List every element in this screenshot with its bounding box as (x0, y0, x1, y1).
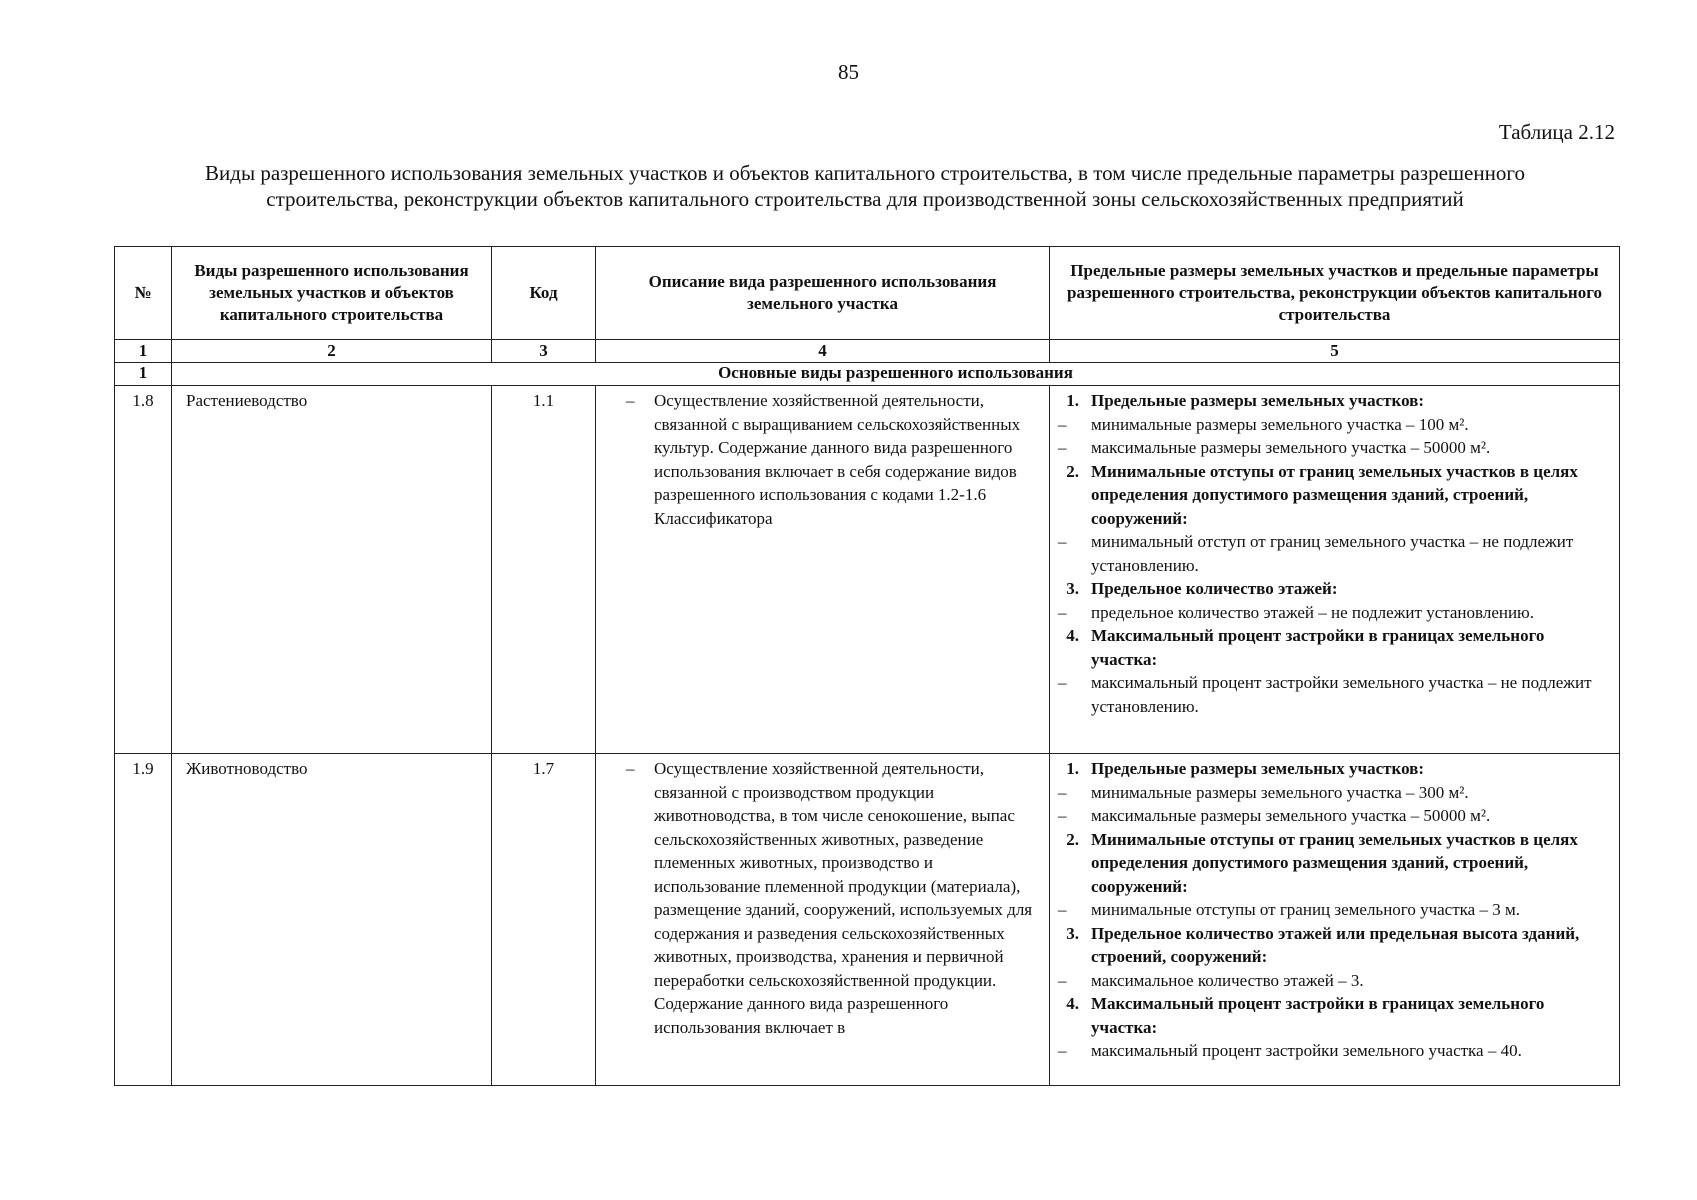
header-description: Описание вида разрешенного использования земельного участка (596, 247, 1050, 340)
table-row (115, 754, 1620, 1086)
table-caption: Виды разрешенного использования земельных участков и объектов капитального строительства, в том числе предельные параметры разрешенного строительства, реконструкции объектов капитального строительства для производственной зоны сельскохозяйственных предприятий (205, 161, 1525, 211)
param-heading: 2. Минимальные отступы от границ земельных участков в целях определения допустимого размещения зданий, строений, сооружений: (1066, 461, 1578, 528)
row-number: 1.8 (115, 386, 172, 754)
row-parameters (1050, 754, 1620, 1086)
row-code: 1.7 (492, 754, 596, 1086)
description-text: Осуществление хозяйственной деятельности, связанной с производством продукции животноводства, в том числе сенокошение, выпас сельскохозяйственных животных, разведение племенных животных, производство и использование племенной продукции (материала), размещение зданий, сооружений, используемых для содержания и разведения сельскохозяйственных животных, производства, хранения и первичной переработки сельскохозяйственной продукции. Содержание данного вида разрешенного использования включает в (654, 759, 1033, 1037)
row-parameters (1050, 386, 1620, 754)
header-row (115, 247, 1620, 340)
param-item: – максимальное количество этажей – 3. (1058, 970, 1364, 990)
section-number: 1 (115, 363, 172, 386)
param-item: – минимальные размеры земельного участка – 100 м². (1058, 414, 1469, 434)
section-row (115, 363, 1620, 386)
page-number: 85 (838, 60, 859, 84)
column-number: 1 (115, 340, 172, 363)
param-item: – максимальный процент застройки земельного участка – 40. (1058, 1041, 1522, 1060)
param-item: – минимальные отступы от границ земельного участка – 3 м. (1058, 900, 1520, 919)
param-heading: 2. Минимальные отступы от границ земельных участков в целях определения допустимого размещения зданий, строений, сооружений: (1066, 829, 1578, 896)
table-row (115, 386, 1620, 754)
column-number: 2 (172, 340, 492, 363)
header-limits: Предельные размеры земельных участков и предельные параметры разрешенного строительства, реконструкции объектов капитального строительства (1050, 247, 1620, 340)
param-item: – максимальные размеры земельного участка – 50000 м². (1058, 438, 1491, 457)
param-item: – минимальный отступ от границ земельного участка – не подлежит установлению. (1058, 532, 1574, 575)
dash-marker: – (626, 759, 635, 778)
param-heading: 1. Предельные размеры земельных участков: (1066, 759, 1425, 778)
row-code: 1.1 (492, 386, 596, 754)
table-number: Таблица 2.12 (1498, 120, 1615, 144)
column-number: 4 (596, 340, 1050, 363)
param-item: – минимальные размеры земельного участка – 300 м². (1058, 782, 1469, 802)
param-heading: 4. Максимальный процент застройки в границах земельного участка: (1066, 994, 1545, 1037)
param-item: – максимальные размеры земельного участка – 50000 м². (1058, 806, 1491, 825)
param-item: – предельное количество этажей – не подлежит установлению. (1058, 602, 1535, 622)
param-heading: 3. Предельное количество этажей или предельная высота зданий, строений, сооружений: (1066, 923, 1580, 966)
row-description (596, 386, 1050, 754)
param-heading: 3. Предельное количество этажей: (1066, 579, 1338, 598)
row-use-type: Животноводство (172, 754, 492, 1086)
row-use-type: Растениеводство (172, 386, 492, 754)
column-number: 5 (1050, 340, 1620, 363)
header-no: № (115, 247, 172, 340)
param-heading: 4. Максимальный процент застройки в границах земельного участка: (1066, 626, 1545, 669)
header-type: Виды разрешенного использования земельных участков и объектов капитального строительства (172, 247, 492, 340)
column-number: 3 (492, 340, 596, 363)
row-number: 1.9 (115, 754, 172, 1086)
param-item: – максимальный процент застройки земельного участка – не подлежит установлению. (1058, 673, 1592, 716)
land-use-table (114, 246, 1620, 1086)
row-description (596, 754, 1050, 1086)
header-code: Код (492, 247, 596, 340)
description-text: Осуществление хозяйственной деятельности, связанной с выращиванием сельскохозяйственных культур. Содержание данного вида разрешенного использования включает в себя содержание видов разрешенного использования с кодами 1.2-1.6 Классификатора (654, 391, 1021, 528)
param-heading: 1. Предельные размеры земельных участков: (1066, 391, 1425, 410)
dash-marker: – (626, 391, 635, 410)
column-numbers-row (115, 340, 1620, 363)
section-title: Основные виды разрешенного использования (172, 363, 1620, 386)
